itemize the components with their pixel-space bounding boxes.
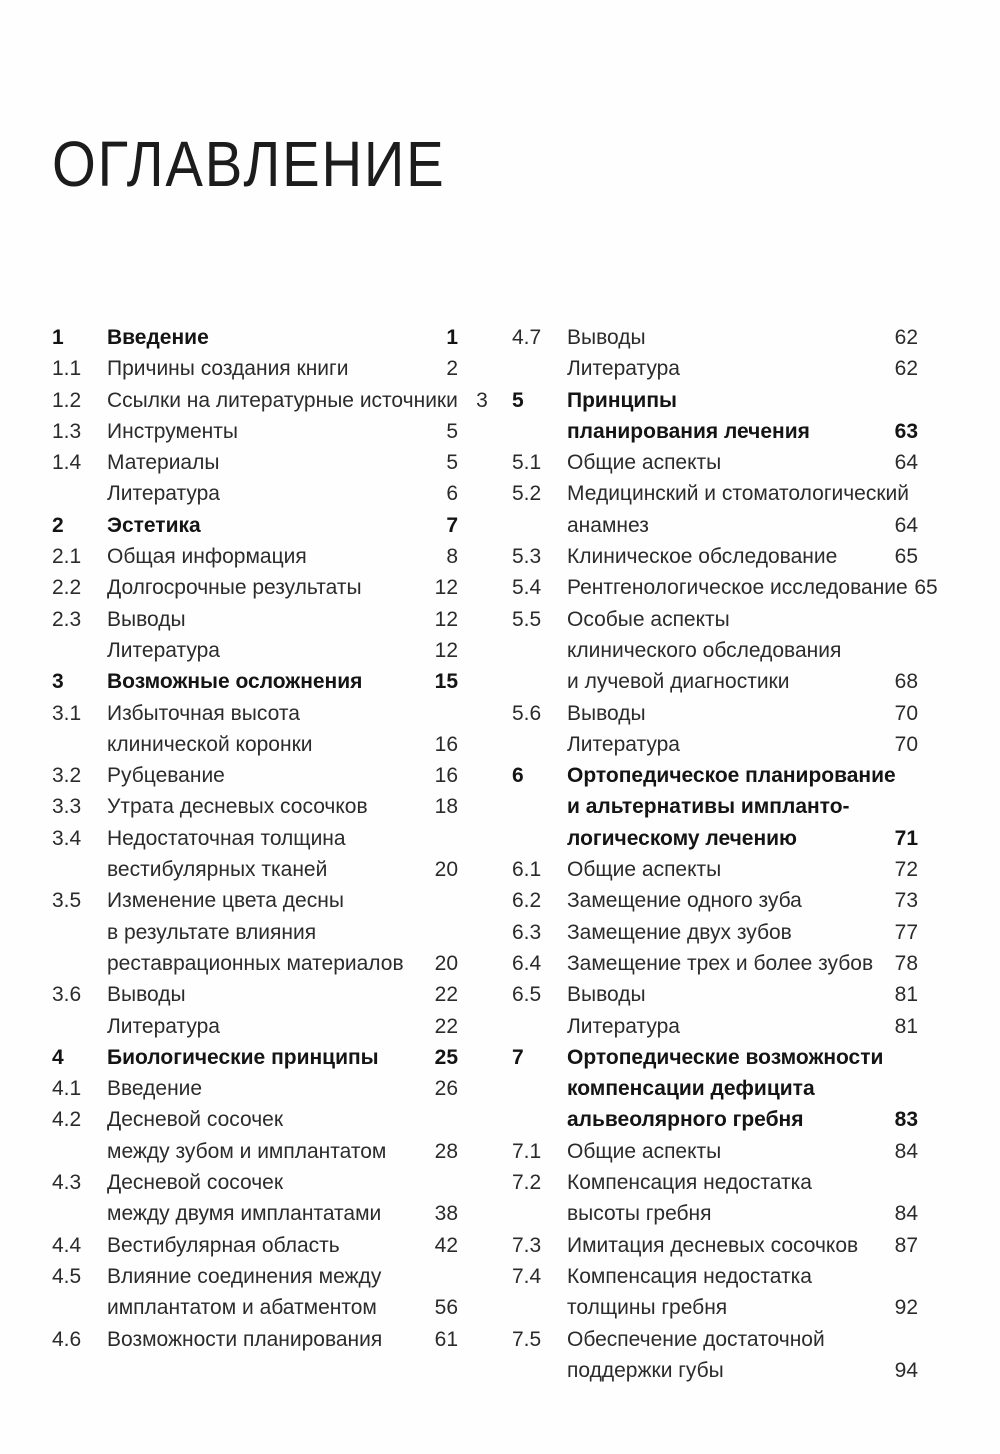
toc-entry-title: Клиническое обследование bbox=[567, 545, 838, 569]
toc-entry-page: 64 bbox=[894, 513, 918, 537]
toc-entry-title: Общие аспекты bbox=[567, 451, 722, 475]
toc-entry-page: 8 bbox=[446, 545, 458, 569]
toc-entry-title: Инструменты bbox=[107, 419, 238, 443]
toc-entry-title: толщины гребня bbox=[567, 1296, 728, 1320]
toc-entry-number: 6.2 bbox=[512, 889, 542, 913]
toc-row bbox=[512, 1167, 918, 1198]
toc-row bbox=[52, 353, 458, 384]
toc-entry-page: 70 bbox=[894, 701, 918, 725]
toc-row bbox=[512, 478, 918, 509]
toc-entry-number: 7.2 bbox=[512, 1171, 542, 1195]
toc-entry-title: между двумя имплантатами bbox=[107, 1202, 382, 1226]
toc-entry-page: 56 bbox=[434, 1296, 458, 1320]
toc-entry-page: 12 bbox=[434, 638, 458, 662]
toc-row bbox=[512, 1073, 918, 1104]
toc-row bbox=[512, 791, 918, 822]
toc-entry-page: 94 bbox=[894, 1358, 918, 1382]
toc-entry-page: 92 bbox=[894, 1296, 918, 1320]
toc-row bbox=[52, 1167, 458, 1198]
toc-entry-number: 1.3 bbox=[52, 419, 82, 443]
toc-entry-title: Литература bbox=[107, 638, 220, 662]
toc-entry-page: 72 bbox=[894, 858, 918, 882]
toc-entry-page: 1 bbox=[446, 326, 458, 349]
toc-row bbox=[512, 572, 938, 603]
toc-entry-page: 81 bbox=[894, 983, 918, 1007]
toc-row bbox=[512, 385, 918, 416]
toc-row bbox=[512, 729, 918, 760]
toc-row bbox=[52, 1073, 458, 1104]
toc-entry-number: 4.5 bbox=[52, 1264, 82, 1288]
toc-entry-title: Причины создания книги bbox=[107, 357, 349, 381]
toc-entry-title: планирования лечения bbox=[567, 419, 810, 443]
toc-entry-title: поддержки губы bbox=[567, 1358, 724, 1382]
toc-entry-number: 4.7 bbox=[512, 326, 542, 349]
toc-row bbox=[512, 353, 918, 384]
toc-entry-title: Замещение одного зуба bbox=[567, 889, 802, 913]
toc-entry-title: Рубцевание bbox=[107, 764, 225, 788]
toc-entry-title: Медицинский и стоматологический bbox=[567, 482, 909, 506]
toc-entry-number: 3.4 bbox=[52, 826, 82, 850]
toc-entry-title: Избыточная высота bbox=[107, 701, 300, 725]
toc-entry-number: 4.4 bbox=[52, 1233, 82, 1257]
toc-entry-title: клинической коронки bbox=[107, 732, 313, 756]
toc-entry-number: 3.1 bbox=[52, 701, 82, 725]
toc-entry-page: 5 bbox=[446, 419, 458, 443]
toc-entry-page: 5 bbox=[446, 451, 458, 475]
toc-entry-title: реставрационных материалов bbox=[107, 951, 404, 975]
toc-entry-page: 22 bbox=[434, 1014, 458, 1038]
toc-entry-number: 5 bbox=[512, 388, 524, 412]
toc-entry-page: 18 bbox=[434, 795, 458, 819]
toc-row bbox=[512, 1136, 918, 1167]
toc-entry-number: 2.1 bbox=[52, 545, 82, 569]
toc-entry-title: Эстетика bbox=[107, 513, 201, 537]
toc-entry-page: 26 bbox=[434, 1077, 458, 1101]
toc-entry-title: Выводы bbox=[567, 701, 646, 725]
toc-entry-page: 84 bbox=[894, 1139, 918, 1163]
toc-row bbox=[52, 416, 458, 447]
toc-entry-page: 12 bbox=[434, 576, 458, 600]
toc-row bbox=[52, 698, 458, 729]
toc-entry-title: Утрата десневых сосочков bbox=[107, 795, 368, 819]
toc-entry-title: Вестибулярная область bbox=[107, 1233, 340, 1257]
toc-entry-page: 20 bbox=[434, 858, 458, 882]
page-title: ОГЛАВЛЕНИЕ bbox=[52, 127, 446, 200]
toc-entry-page: 6 bbox=[446, 482, 458, 506]
toc-entry-page: 20 bbox=[434, 951, 458, 975]
toc-entry-page: 16 bbox=[434, 732, 458, 756]
toc-entry-title: Обеспечение достаточной bbox=[567, 1327, 825, 1351]
toc-entry-page: 3 bbox=[476, 388, 488, 412]
toc-entry-title: Ортопедические возможности bbox=[567, 1045, 884, 1069]
toc-entry-page: 77 bbox=[894, 920, 918, 944]
toc-row bbox=[512, 1261, 918, 1292]
toc-entry-title: Введение bbox=[107, 1077, 203, 1101]
toc-row bbox=[52, 478, 458, 509]
toc-entry-title: высоты гребня bbox=[567, 1202, 712, 1226]
toc-entry-number: 1.1 bbox=[52, 357, 82, 381]
toc-entry-title: и альтернативы импланто- bbox=[567, 795, 850, 819]
toc-row bbox=[512, 1230, 918, 1261]
toc-row bbox=[512, 1104, 918, 1135]
toc-row bbox=[512, 416, 918, 447]
toc-row bbox=[512, 1292, 918, 1323]
toc-row bbox=[52, 917, 458, 948]
toc-row bbox=[512, 635, 918, 666]
toc-entry-title: Выводы bbox=[567, 326, 646, 349]
toc-entry-title: Принципы bbox=[567, 388, 677, 412]
toc-row bbox=[512, 1042, 918, 1073]
toc-entry-page: 81 bbox=[894, 1014, 918, 1038]
toc-row bbox=[52, 385, 488, 416]
toc-entry-number: 6.4 bbox=[512, 951, 542, 975]
toc-entry-page: 62 bbox=[894, 326, 918, 349]
toc-entry-title: Литература bbox=[107, 1014, 220, 1038]
toc-column-right bbox=[512, 322, 938, 1386]
toc-entry-number: 1.2 bbox=[52, 388, 82, 412]
toc-row bbox=[512, 666, 918, 697]
toc-entry-number: 1 bbox=[52, 326, 64, 349]
toc-entry-title: Литература bbox=[567, 732, 680, 756]
toc-row bbox=[512, 698, 918, 729]
toc-entry-title: альвеолярного гребня bbox=[567, 1108, 804, 1132]
toc-row bbox=[512, 1324, 918, 1355]
toc-entry-number: 3.2 bbox=[52, 764, 82, 788]
toc-entry-title: Недостаточная толщина bbox=[107, 826, 346, 850]
toc-entry-title: в результате влияния bbox=[107, 920, 317, 944]
toc-entry-title: анамнез bbox=[567, 513, 649, 537]
toc-entry-title: логическому лечению bbox=[567, 826, 797, 850]
toc-row bbox=[52, 854, 458, 885]
toc-entry-page: 7 bbox=[446, 513, 458, 537]
toc-entry-number: 3.6 bbox=[52, 983, 82, 1007]
toc-entry-title: Выводы bbox=[107, 983, 186, 1007]
toc-entry-title: клинического обследования bbox=[567, 638, 842, 662]
toc-row bbox=[512, 979, 918, 1010]
toc-row bbox=[512, 1011, 918, 1042]
toc-row bbox=[52, 1104, 458, 1135]
toc-entry-title: и лучевой диагностики bbox=[567, 670, 790, 694]
toc-entry-number: 6.5 bbox=[512, 983, 542, 1007]
toc-row bbox=[52, 1136, 458, 1167]
toc-entry-page: 61 bbox=[434, 1327, 458, 1351]
toc-row bbox=[52, 1042, 458, 1073]
toc-entry-page: 2 bbox=[446, 357, 458, 381]
toc-row bbox=[52, 823, 458, 854]
toc-row bbox=[52, 979, 458, 1010]
toc-entry-page: 62 bbox=[894, 357, 918, 381]
toc-entry-page: 70 bbox=[894, 732, 918, 756]
toc-entry-title: Введение bbox=[107, 326, 209, 349]
toc-row bbox=[52, 1230, 458, 1261]
toc-entry-number: 5.4 bbox=[512, 576, 542, 600]
toc-entry-title: Общие аспекты bbox=[567, 1139, 722, 1163]
toc-row bbox=[512, 1355, 918, 1386]
toc-row bbox=[52, 791, 458, 822]
toc-entry-title: Литература bbox=[567, 357, 680, 381]
toc-entry-page: 63 bbox=[894, 419, 918, 443]
toc-entry-title: Выводы bbox=[107, 607, 186, 631]
toc-entry-title: Долгосрочные результаты bbox=[107, 576, 362, 600]
toc-row bbox=[52, 572, 458, 603]
toc-entry-title: Имитация десневых сосочков bbox=[567, 1233, 859, 1257]
toc-entry-title: Замещение трех и более зубов bbox=[567, 951, 874, 975]
toc-entry-number: 7.5 bbox=[512, 1327, 542, 1351]
toc-entry-title: компенсации дефицита bbox=[567, 1077, 815, 1101]
toc-entry-page: 65 bbox=[894, 545, 918, 569]
toc-entry-number: 4.3 bbox=[52, 1171, 82, 1195]
toc-row bbox=[52, 1261, 458, 1292]
toc-entry-title: Десневой сосочек bbox=[107, 1171, 284, 1195]
toc-entry-number: 6 bbox=[512, 764, 524, 788]
toc-entry-title: вестибулярных тканей bbox=[107, 858, 328, 882]
toc-row bbox=[512, 885, 918, 916]
toc-entry-page: 84 bbox=[894, 1202, 918, 1226]
toc-row bbox=[52, 729, 458, 760]
toc-entry-number: 7.3 bbox=[512, 1233, 542, 1257]
toc-row bbox=[52, 541, 458, 572]
toc-row bbox=[52, 666, 458, 697]
toc-entry-number: 6.3 bbox=[512, 920, 542, 944]
toc-row bbox=[52, 1324, 458, 1355]
toc-entry-page: 64 bbox=[894, 451, 918, 475]
toc-row bbox=[52, 1292, 458, 1323]
toc-entry-number: 7 bbox=[512, 1045, 524, 1069]
toc-row bbox=[512, 854, 918, 885]
toc-entry-number: 6.1 bbox=[512, 858, 542, 882]
toc-row bbox=[52, 510, 458, 541]
toc-row bbox=[52, 322, 458, 353]
toc-row bbox=[512, 1198, 918, 1229]
toc-row bbox=[52, 1011, 458, 1042]
toc-entry-title: Ортопедическое планирование bbox=[567, 764, 896, 788]
toc-entry-page: 12 bbox=[434, 607, 458, 631]
toc-entry-page: 71 bbox=[894, 826, 918, 850]
toc-entry-page: 83 bbox=[894, 1108, 918, 1132]
toc-row bbox=[512, 760, 918, 791]
toc-entry-title: Общая информация bbox=[107, 545, 307, 569]
toc-entry-page: 42 bbox=[434, 1233, 458, 1257]
toc-row bbox=[52, 885, 458, 916]
toc-entry-title: Изменение цвета десны bbox=[107, 889, 344, 913]
toc-entry-page: 38 bbox=[434, 1202, 458, 1226]
toc-entry-number: 2.2 bbox=[52, 576, 82, 600]
toc-entry-page: 78 bbox=[894, 951, 918, 975]
toc-entry-page: 87 bbox=[894, 1233, 918, 1257]
toc-entry-title: Литература bbox=[567, 1014, 680, 1038]
toc-entry-number: 4.2 bbox=[52, 1108, 82, 1132]
toc-row bbox=[512, 447, 918, 478]
toc-row bbox=[512, 541, 918, 572]
toc-entry-page: 65 bbox=[914, 576, 938, 600]
toc-entry-number: 3.5 bbox=[52, 889, 82, 913]
toc-entry-title: Замещение двух зубов bbox=[567, 920, 792, 944]
toc-entry-title: Компенсация недостатка bbox=[567, 1171, 812, 1195]
toc-row bbox=[52, 948, 458, 979]
toc-entry-title: Компенсация недостатка bbox=[567, 1264, 812, 1288]
toc-entry-page: 16 bbox=[434, 764, 458, 788]
toc-entry-title: Выводы bbox=[567, 983, 646, 1007]
toc-row bbox=[512, 322, 918, 353]
toc-row bbox=[52, 1198, 458, 1229]
toc-entry-number: 5.2 bbox=[512, 482, 542, 506]
toc-entry-title: Возможности планирования bbox=[107, 1327, 383, 1351]
toc-entry-number: 5.6 bbox=[512, 701, 542, 725]
toc-entry-title: имплантатом и абатментом bbox=[107, 1296, 377, 1320]
toc-column-left bbox=[52, 322, 488, 1386]
toc-entry-title: Влияние соединения между bbox=[107, 1264, 382, 1288]
toc-row bbox=[52, 604, 458, 635]
toc-row bbox=[512, 510, 918, 541]
toc-entry-number: 1.4 bbox=[52, 451, 82, 475]
toc-row bbox=[512, 604, 918, 635]
toc-entry-number: 7.1 bbox=[512, 1139, 542, 1163]
toc-entry-number: 4 bbox=[52, 1045, 64, 1069]
toc-row bbox=[52, 447, 458, 478]
toc-row bbox=[52, 635, 458, 666]
toc-entry-title: Особые аспекты bbox=[567, 607, 730, 631]
toc-entry-number: 5.1 bbox=[512, 451, 542, 475]
toc-entry-number: 5.3 bbox=[512, 545, 542, 569]
toc-entry-number: 4.1 bbox=[52, 1077, 82, 1101]
toc-entry-page: 25 bbox=[434, 1045, 458, 1069]
toc-entry-number: 5.5 bbox=[512, 607, 542, 631]
toc-entry-number: 3.3 bbox=[52, 795, 82, 819]
toc-entry-title: Общие аспекты bbox=[567, 858, 722, 882]
toc-entry-number: 4.6 bbox=[52, 1327, 82, 1351]
toc-entry-page: 15 bbox=[434, 670, 458, 694]
toc-row bbox=[512, 823, 918, 854]
toc-entry-title: Возможные осложнения bbox=[107, 670, 363, 694]
toc-row bbox=[512, 917, 918, 948]
toc-row bbox=[52, 760, 458, 791]
toc-entry-title: Десневой сосочек bbox=[107, 1108, 284, 1132]
toc-entry-number: 7.4 bbox=[512, 1264, 542, 1288]
toc-entry-page: 28 bbox=[434, 1139, 458, 1163]
toc-entry-page: 73 bbox=[894, 889, 918, 913]
toc-entry-title: Литература bbox=[107, 482, 220, 506]
toc-entry-title: между зубом и имплантатом bbox=[107, 1139, 387, 1163]
toc-columns bbox=[52, 322, 938, 1386]
toc-entry-number: 3 bbox=[52, 670, 64, 694]
toc-entry-title: Биологические принципы bbox=[107, 1045, 379, 1069]
toc-entry-number: 2.3 bbox=[52, 607, 82, 631]
toc-row bbox=[512, 948, 918, 979]
toc-entry-number: 2 bbox=[52, 513, 64, 537]
toc-entry-page: 68 bbox=[894, 670, 918, 694]
toc-entry-title: Материалы bbox=[107, 451, 220, 475]
toc-entry-title: Рентгенологическое исследование bbox=[567, 576, 908, 600]
toc-entry-page: 22 bbox=[434, 983, 458, 1007]
toc-entry-title: Ссылки на литературные источники bbox=[107, 388, 458, 412]
